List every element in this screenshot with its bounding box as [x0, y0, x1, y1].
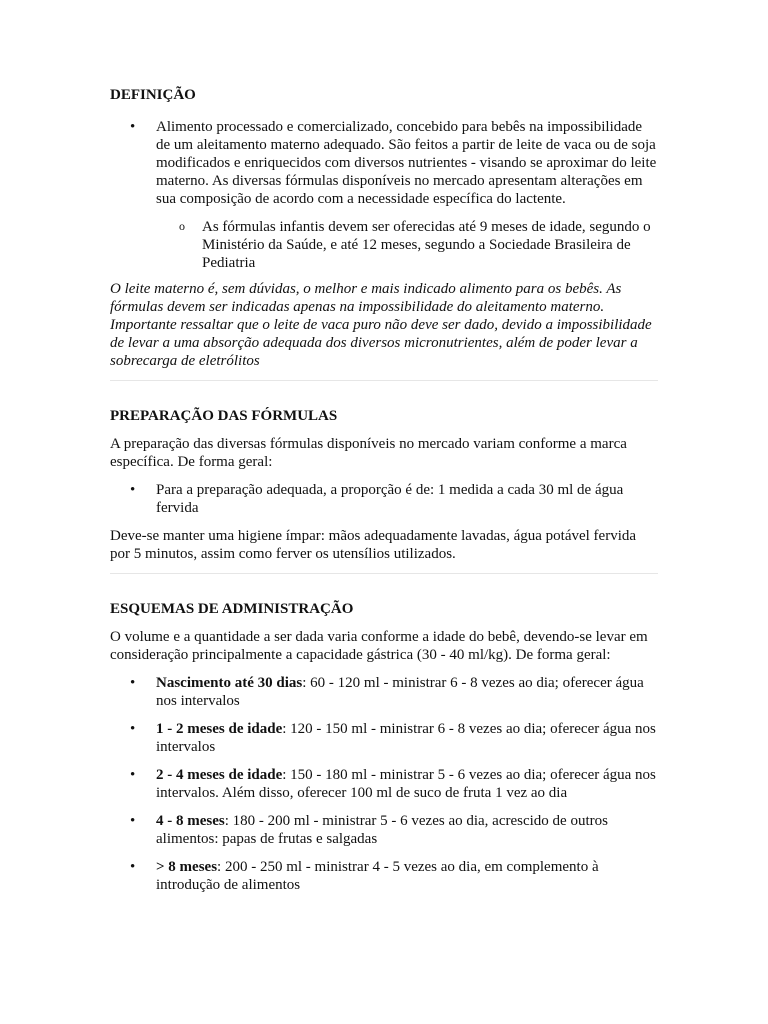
preparacao-hygiene: Deve-se manter uma higiene ímpar: mãos adequadamente lavadas, água potável fervida por 5 minutos, assim como ferver os utensílios utilizados.: [110, 528, 637, 562]
list-item: [110, 720, 658, 756]
section-definicao: [110, 86, 658, 370]
esquemas-list: [110, 674, 658, 894]
item-text: : 150 - 180 ml - ministrar 5 - 6 vezes ao dia; oferecer água nos intervalos. Além disso, oferecer 100 ml de suco de fruta 1 vez ao dia: [156, 767, 656, 801]
heading-esquemas: ESQUEMAS DE ADMINISTRAÇÃO: [110, 601, 354, 617]
definicao-sub-list: [110, 218, 658, 272]
item-text: : 120 - 150 ml - ministrar 6 - 8 vezes ao dia; oferecer água nos intervalos: [156, 721, 656, 755]
item-label: > 8 meses: [156, 859, 218, 875]
preparacao-intro: A preparação das diversas fórmulas disponíveis no mercado variam conforme a marca específica. De forma geral:: [110, 436, 627, 470]
item-label: 2 - 4 meses de idade: [156, 767, 283, 783]
item-label: Nascimento até 30 dias: [156, 675, 303, 691]
item-label: 4 - 8 meses: [156, 813, 225, 829]
item-label: 1 - 2 meses de idade: [156, 721, 283, 737]
preparacao-bullet: • Para a preparação adequada, a proporção é de: 1 medida a cada 30 ml de água fervida: [110, 481, 658, 517]
heading-definicao: DEFINIÇÃO: [110, 87, 196, 103]
esquemas-intro: O volume e a quantidade a ser dada varia conforme a idade do bebê, devendo-se levar em consideração principalmente a capacidade gástrica (30 - 40 ml/kg). De forma geral:: [110, 629, 648, 663]
divider: [110, 573, 658, 574]
item-text: : 200 - 250 ml - ministrar 4 - 5 vezes ao dia, em complemento à introdução de alimentos: [156, 859, 599, 893]
list-item: [110, 674, 658, 710]
preparacao-list: [110, 481, 658, 517]
list-item: [110, 766, 658, 802]
divider: [110, 380, 658, 381]
item-text: : 180 - 200 ml - ministrar 5 - 6 vezes ao dia, acrescido de outros alimentos: papas de frutas e salgadas: [156, 813, 608, 847]
definicao-list: [110, 118, 658, 208]
definicao-sub-bullet: o As fórmulas infantis devem ser oferecidas até 9 meses de idade, segundo o Ministério da Saúde, e até 12 meses, segundo a Sociedade Brasileira de Pediatria: [110, 218, 658, 272]
definicao-bullet: • Alimento processado e comercializado, concebido para bebês na impossibilidade de um aleitamento materno adequado. São feitos a partir de leite de vaca ou de soja modificados e enriquecidos com diversos nutrientes - visando se aproximar do leite materno. As diversas fórmulas disponíveis no mercado apresentam alterações em sua composição de acordo com a necessidade específica do lactente.: [110, 118, 658, 208]
list-item: [110, 858, 658, 894]
section-esquemas: [110, 600, 658, 894]
section-preparacao: [110, 407, 658, 563]
definicao-note: O leite materno é, sem dúvidas, o melhor e mais indicado alimento para os bebês. As fórmulas devem ser indicadas apenas na impossibilidade do aleitamento materno. Importante ressaltar que o leite de vaca puro não deve ser dado, devido a impossibilidade de levar a uma absorção adequada dos diversos micronutrientes, além de poder levar a sobrecarga de eletrólitos: [110, 281, 652, 369]
item-text: : 60 - 120 ml - ministrar 6 - 8 vezes ao dia; oferecer água nos intervalos: [156, 675, 644, 709]
heading-preparacao: PREPARAÇÃO DAS FÓRMULAS: [110, 408, 338, 424]
list-item: [110, 812, 658, 848]
